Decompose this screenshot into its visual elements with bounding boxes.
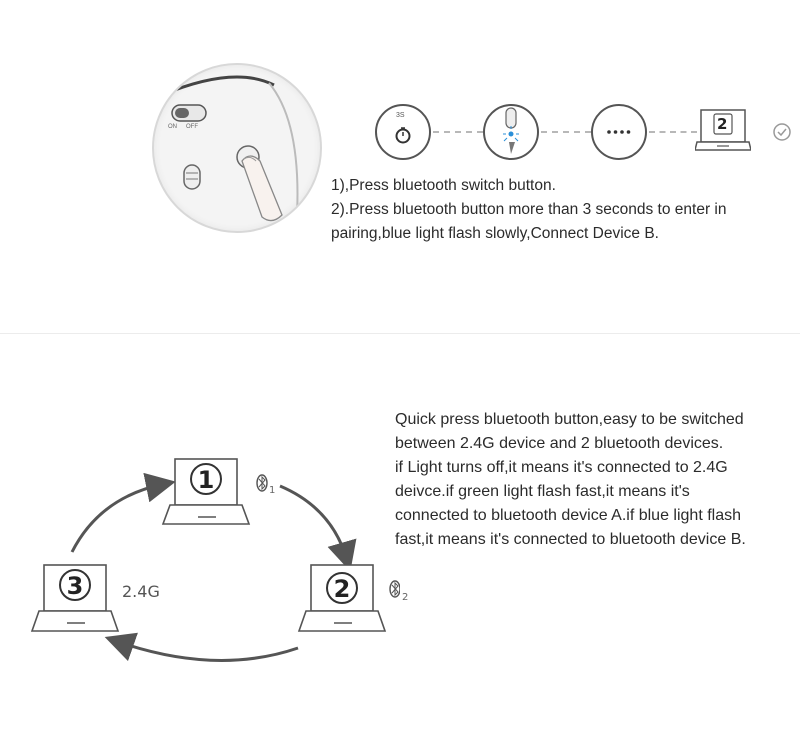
device-b-number: 2 xyxy=(717,115,728,133)
step-connector xyxy=(649,131,697,133)
mouse-underside-closeup xyxy=(152,63,322,233)
bluetooth-subscript-2: 2 xyxy=(402,592,409,603)
bluetooth-subscript-1: 1 xyxy=(269,485,276,496)
mouse-button-icon xyxy=(485,106,537,158)
pairing-dots-icon xyxy=(593,106,645,158)
arrow-3-to-1 xyxy=(72,484,164,552)
laptop-2-number: 2 xyxy=(333,575,351,603)
laptop-3-label: 2.4G xyxy=(122,582,160,601)
check-circle-icon xyxy=(772,122,792,142)
bluetooth-icon-2 xyxy=(390,581,400,597)
device-cycle-diagram xyxy=(0,440,400,680)
switching-description xyxy=(395,408,795,552)
pairing-step xyxy=(591,104,647,160)
description-line: fast,it means it's connected to bluetooth device B. xyxy=(395,531,746,548)
instruction-line: pairing,blue light flash slowly,Connect Device B. xyxy=(331,225,659,242)
timer-label: 3S xyxy=(396,112,405,119)
laptop-3-number: 3 xyxy=(66,572,84,600)
arrow-2-to-3 xyxy=(116,641,298,660)
mouse-illustration xyxy=(154,65,320,231)
switch-off-label: OFF xyxy=(186,124,198,130)
step-connector xyxy=(541,131,591,133)
description-line: connected to bluetooth device A.if blue light flash xyxy=(395,507,742,524)
description-line: if Light turns off,it means it's connected to 2.4G xyxy=(395,459,728,476)
instruction-line: 1),Press bluetooth switch button. xyxy=(331,177,556,194)
mouse-step xyxy=(483,104,539,160)
sensor-icon xyxy=(184,165,200,189)
laptop-1-number: 1 xyxy=(197,466,215,494)
step-connector xyxy=(433,131,483,133)
description-line: between 2.4G device and 2 bluetooth devices. xyxy=(395,435,724,452)
blue-light-indicator xyxy=(509,132,514,137)
description-line: Quick press bluetooth button,easy to be switched xyxy=(395,411,744,428)
switch-on-label: ON xyxy=(168,124,177,130)
bluetooth-icon-1 xyxy=(257,475,267,491)
description-line: deivce.if green light flash fast,it means it's xyxy=(395,483,690,500)
instruction-line: 2).Press bluetooth button more than 3 seconds to enter in xyxy=(331,201,727,218)
pairing-instructions xyxy=(331,174,771,246)
section-divider xyxy=(0,333,800,334)
finger xyxy=(242,156,282,221)
arrow-1-to-2 xyxy=(280,486,347,560)
